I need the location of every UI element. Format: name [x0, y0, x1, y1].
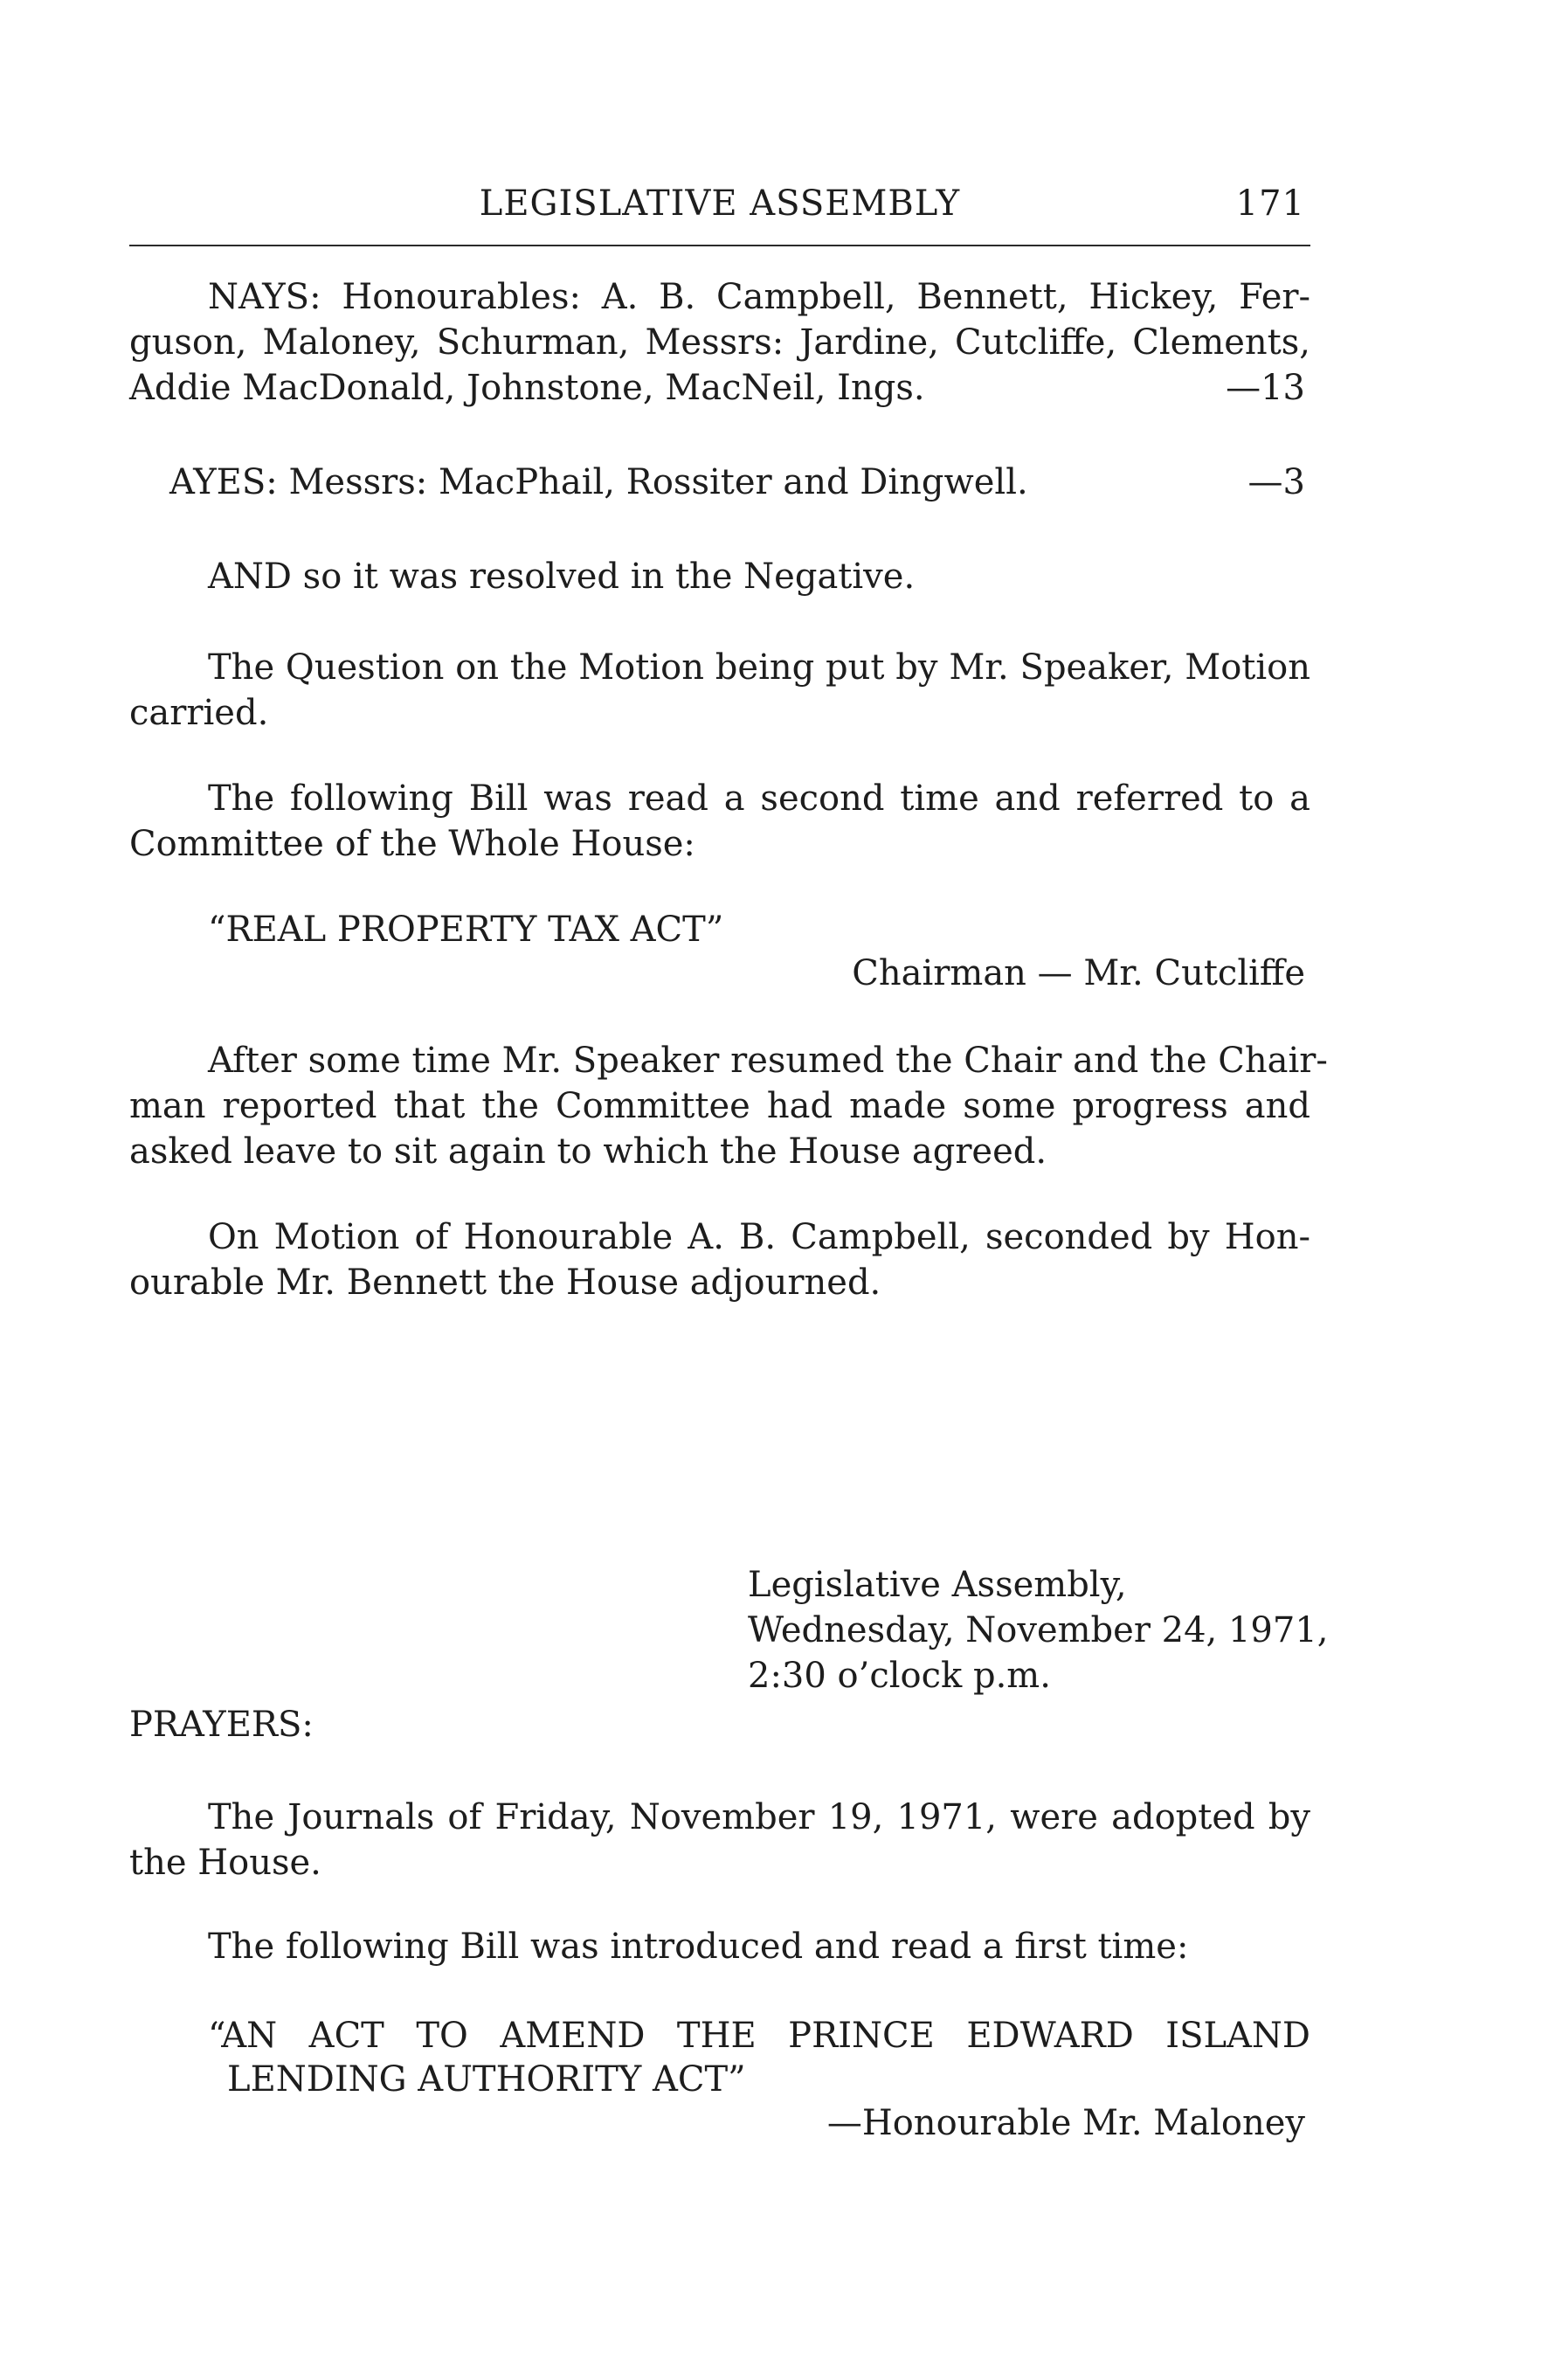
second-reading-paragraph	[129, 776, 1310, 867]
committee-report-line-1: After some time Mr. Speaker resumed the Chair and the Chair-	[208, 1041, 1328, 1081]
sitting-heading	[748, 1562, 1329, 1699]
journals-paragraph	[129, 1795, 1310, 1885]
committee-chairman: Chairman — Mr. Cutcliffe	[852, 953, 1305, 993]
bill-sponsor: —Honourable Mr. Maloney	[826, 2103, 1305, 2143]
ayes-count: —3	[1247, 462, 1305, 502]
bill-title-real-property: “REAL PROPERTY TAX ACT”	[208, 910, 724, 950]
adjournment-paragraph	[129, 1214, 1310, 1305]
second-reading-line-1: The following Bill was read a second time and referred to a	[208, 778, 1310, 819]
journal-page	[129, 0, 1329, 2380]
bill-title-line-1	[208, 2013, 1310, 2058]
nays-line-1: NAYS: Honourables: A. B. Campbell, Bennett, Hickey, Fer-	[208, 277, 1310, 317]
committee-report-line-3: asked leave to sit again to which the House agreed.	[129, 1131, 1047, 1172]
bill-title-line-1-text: “AN ACT TO AMEND THE PRINCE EDWARD ISLAND	[208, 2016, 1310, 2056]
journals-line-2: the House.	[129, 1843, 321, 1883]
page-number: 171	[1235, 183, 1305, 224]
ayes-row	[129, 460, 1310, 505]
vote-result: AND so it was resolved in the Negative.	[208, 557, 916, 597]
question-line-2: carried.	[129, 693, 269, 733]
nays-paragraph	[129, 274, 1310, 365]
prayers-heading: PRAYERS:	[129, 1705, 314, 1745]
first-reading-intro: The following Bill was introduced and read a first time:	[208, 1927, 1189, 1967]
question-line-1: The Question on the Motion being put by Mr. Speaker, Motion	[208, 647, 1310, 688]
sitting-date: Wednesday, November 24, 1971,	[748, 1610, 1329, 1650]
question-paragraph	[129, 645, 1310, 736]
committee-report-paragraph	[129, 1038, 1328, 1174]
nays-line-2: guson, Maloney, Schurman, Messrs: Jardine, Cutcliffe, Clements,	[129, 322, 1310, 363]
nays-count: —13	[1226, 368, 1305, 408]
second-reading-line-2: Committee of the Whole House:	[129, 824, 695, 864]
running-head-title: LEGISLATIVE ASSEMBLY	[479, 183, 961, 224]
running-head	[129, 183, 1310, 236]
journals-line-1: The Journals of Friday, November 19, 1971, were adopted by	[208, 1797, 1310, 1837]
nays-last-row	[129, 365, 1310, 411]
ayes-text: AYES: Messrs: MacPhail, Rossiter and Dingwell.	[169, 462, 1028, 502]
committee-report-line-2: man reported that the Committee had made some progress and	[129, 1086, 1310, 1126]
sitting-time: 2:30 o’clock p.m.	[748, 1656, 1051, 1696]
bill-title-line-2: LENDING AUTHORITY ACT”	[227, 2059, 746, 2100]
adjournment-line-2: ourable Mr. Bennett the House adjourned.	[129, 1263, 881, 1303]
sitting-place: Legislative Assembly,	[748, 1565, 1127, 1605]
adjournment-line-1: On Motion of Honourable A. B. Campbell, seconded by Hon-	[208, 1217, 1310, 1257]
header-rule	[129, 245, 1310, 246]
nays-line-3: Addie MacDonald, Johnstone, MacNeil, Ings.	[129, 368, 925, 408]
